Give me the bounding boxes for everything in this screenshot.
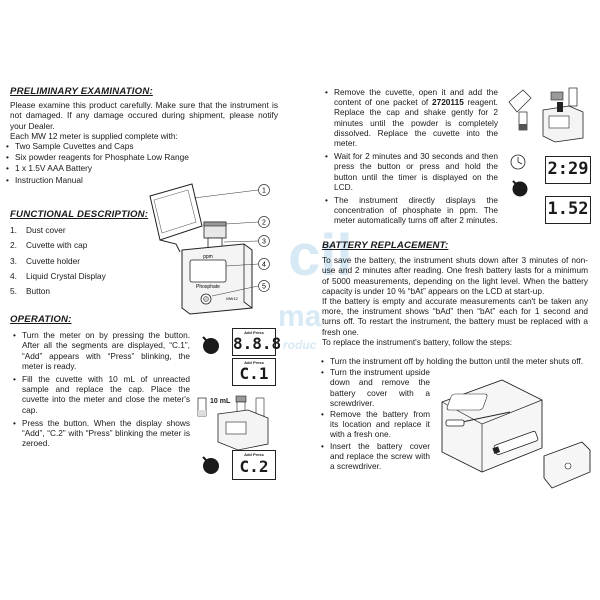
supplied-item: • Six powder reagents for Phosphate Low Range xyxy=(15,152,278,162)
battery-para-1: To save the battery, the instrument shuts down after 3 minutes of non-use and 2 minutes after reading. One fresh battery lasts for a minimum of 5000 measurements, depending on the light level. When the battery capacity is under 10 % “bAt” appears on the LCD at start-up. xyxy=(322,255,588,296)
callout-5: 5 xyxy=(262,283,266,291)
lcd-888: Add Press 8.8.8 xyxy=(232,328,276,356)
callout-2: 2 xyxy=(262,219,266,227)
battery-step: • Insert the battery cover and replace the screw with a screwdriver. xyxy=(330,441,430,472)
watermark-text-1: cil xyxy=(288,223,353,288)
meter-body-drawing xyxy=(182,244,252,314)
finger-press-icon-3 xyxy=(510,178,530,198)
callout-1: 1 xyxy=(262,187,266,195)
device-model-label: MW12 xyxy=(226,296,238,301)
callout-3: 3 xyxy=(262,238,266,246)
functional-item: 5. Button xyxy=(10,286,50,297)
operation-step: • Press the button. When the display shows “Add”, “C.2” with “Press” blinking the meter is zeroed. xyxy=(22,418,190,449)
battery-illustration xyxy=(432,372,592,502)
supplied-item: • Two Sample Cuvettes and Caps xyxy=(15,141,278,151)
lcd-c2: Add Press C.2 xyxy=(232,450,276,480)
cuvette-fill-drawing xyxy=(198,392,288,452)
supplied-item: • 1 x 1.5V AAA Battery xyxy=(15,163,278,173)
operation-steps xyxy=(10,330,190,448)
functional-item: 1. Dust cover xyxy=(10,225,66,236)
clock-icon xyxy=(510,154,526,170)
callout-numbers xyxy=(258,178,288,318)
watermark-text-3: roduc xyxy=(283,338,317,352)
battery-heading: BATTERY REPLACEMENT: xyxy=(322,240,449,251)
right-steps xyxy=(322,87,498,226)
battery-cover-drawing xyxy=(544,442,590,488)
lcd-timer: 2:29 xyxy=(545,156,591,184)
functional-heading: FUNCTIONAL DESCRIPTION: xyxy=(10,209,149,220)
left-column xyxy=(10,87,278,186)
callout-4: 4 xyxy=(262,261,266,269)
lcd-c1: Add Press C.1 xyxy=(232,358,276,386)
preliminary-heading: PRELIMINARY EXAMINATION: xyxy=(10,86,153,97)
operation-heading: OPERATION: xyxy=(10,314,72,325)
battery-step: • Remove the battery from its location and replace it with a fresh one. xyxy=(330,409,430,440)
battery-para-3: To replace the instrument's battery, follow the steps: xyxy=(322,336,513,347)
device-brand-label: Phosphate xyxy=(196,284,220,290)
finger-press-icon xyxy=(200,334,222,356)
supplied-with: Each MW 12 meter is supplied complete with: xyxy=(10,130,178,141)
battery-step: • Turn the instrument off by holding the button until the meter shuts off. xyxy=(330,356,588,366)
operation-section xyxy=(10,315,190,449)
battery-section xyxy=(322,241,588,347)
dust-cover-drawing xyxy=(150,184,202,252)
right-step: • Remove the cuvette, open it and add the content of one packet of 2720115 reagent. Replace the cap and shake gently for 2 minutes until the powder is completely dissolved. Replace the cuvette into the meter. xyxy=(334,87,498,148)
preliminary-intro: Please examine this product carefully. Make sure that the instrument is not damaged. If any damage occured during shipment, please notify your Dealer. xyxy=(10,100,278,131)
watermark-text-2: ma xyxy=(278,300,322,333)
battery-step: • Turn the instrument upside down and remove the battery cover with a screwdriver. xyxy=(330,367,430,408)
operation-step: • Fill the cuvette with 10 mL of unreacted sample and replace the cap. Place the cuvette into the meter and close the meter's cap. xyxy=(22,374,190,415)
operation-step: • Turn the meter on by pressing the button. After all the segments are displayed, “C.1”, “Add” appears with “Press” blinking, the meter is ready. xyxy=(22,330,190,371)
right-steps-section xyxy=(322,87,498,227)
finger-press-icon-2 xyxy=(200,454,222,476)
functional-item: 2. Cuvette with cap xyxy=(10,240,88,251)
right-step: • Wait for 2 minutes and 30 seconds and then press the button or press and hold the button until the timer is displayed on the LCD. xyxy=(334,151,498,192)
functional-item: 4. Liquid Crystal Display xyxy=(10,270,106,281)
functional-item: 3. Cuvette holder xyxy=(10,255,80,266)
supplied-item: • Instruction Manual xyxy=(15,175,278,185)
lcd-result: 1.52 xyxy=(545,196,591,224)
functional-section xyxy=(10,210,160,301)
battery-para-2: If the battery is empty and accurate measurements can't be taken any more, the instrument shows “bAd” then “bAt” each for 1 second and turns off. To restart the instrument, the battery must be replaced with a fresh one. xyxy=(322,296,588,337)
functional-list xyxy=(10,225,160,296)
reagent-illustration xyxy=(505,84,587,144)
device-ppm-label: ppm xyxy=(203,254,213,260)
volume-label: 10 mL xyxy=(210,398,231,405)
right-step: • The instrument directly displays the concentration of phosphate in ppm. The meter automatically turns off after 2 minutes. xyxy=(334,195,498,226)
